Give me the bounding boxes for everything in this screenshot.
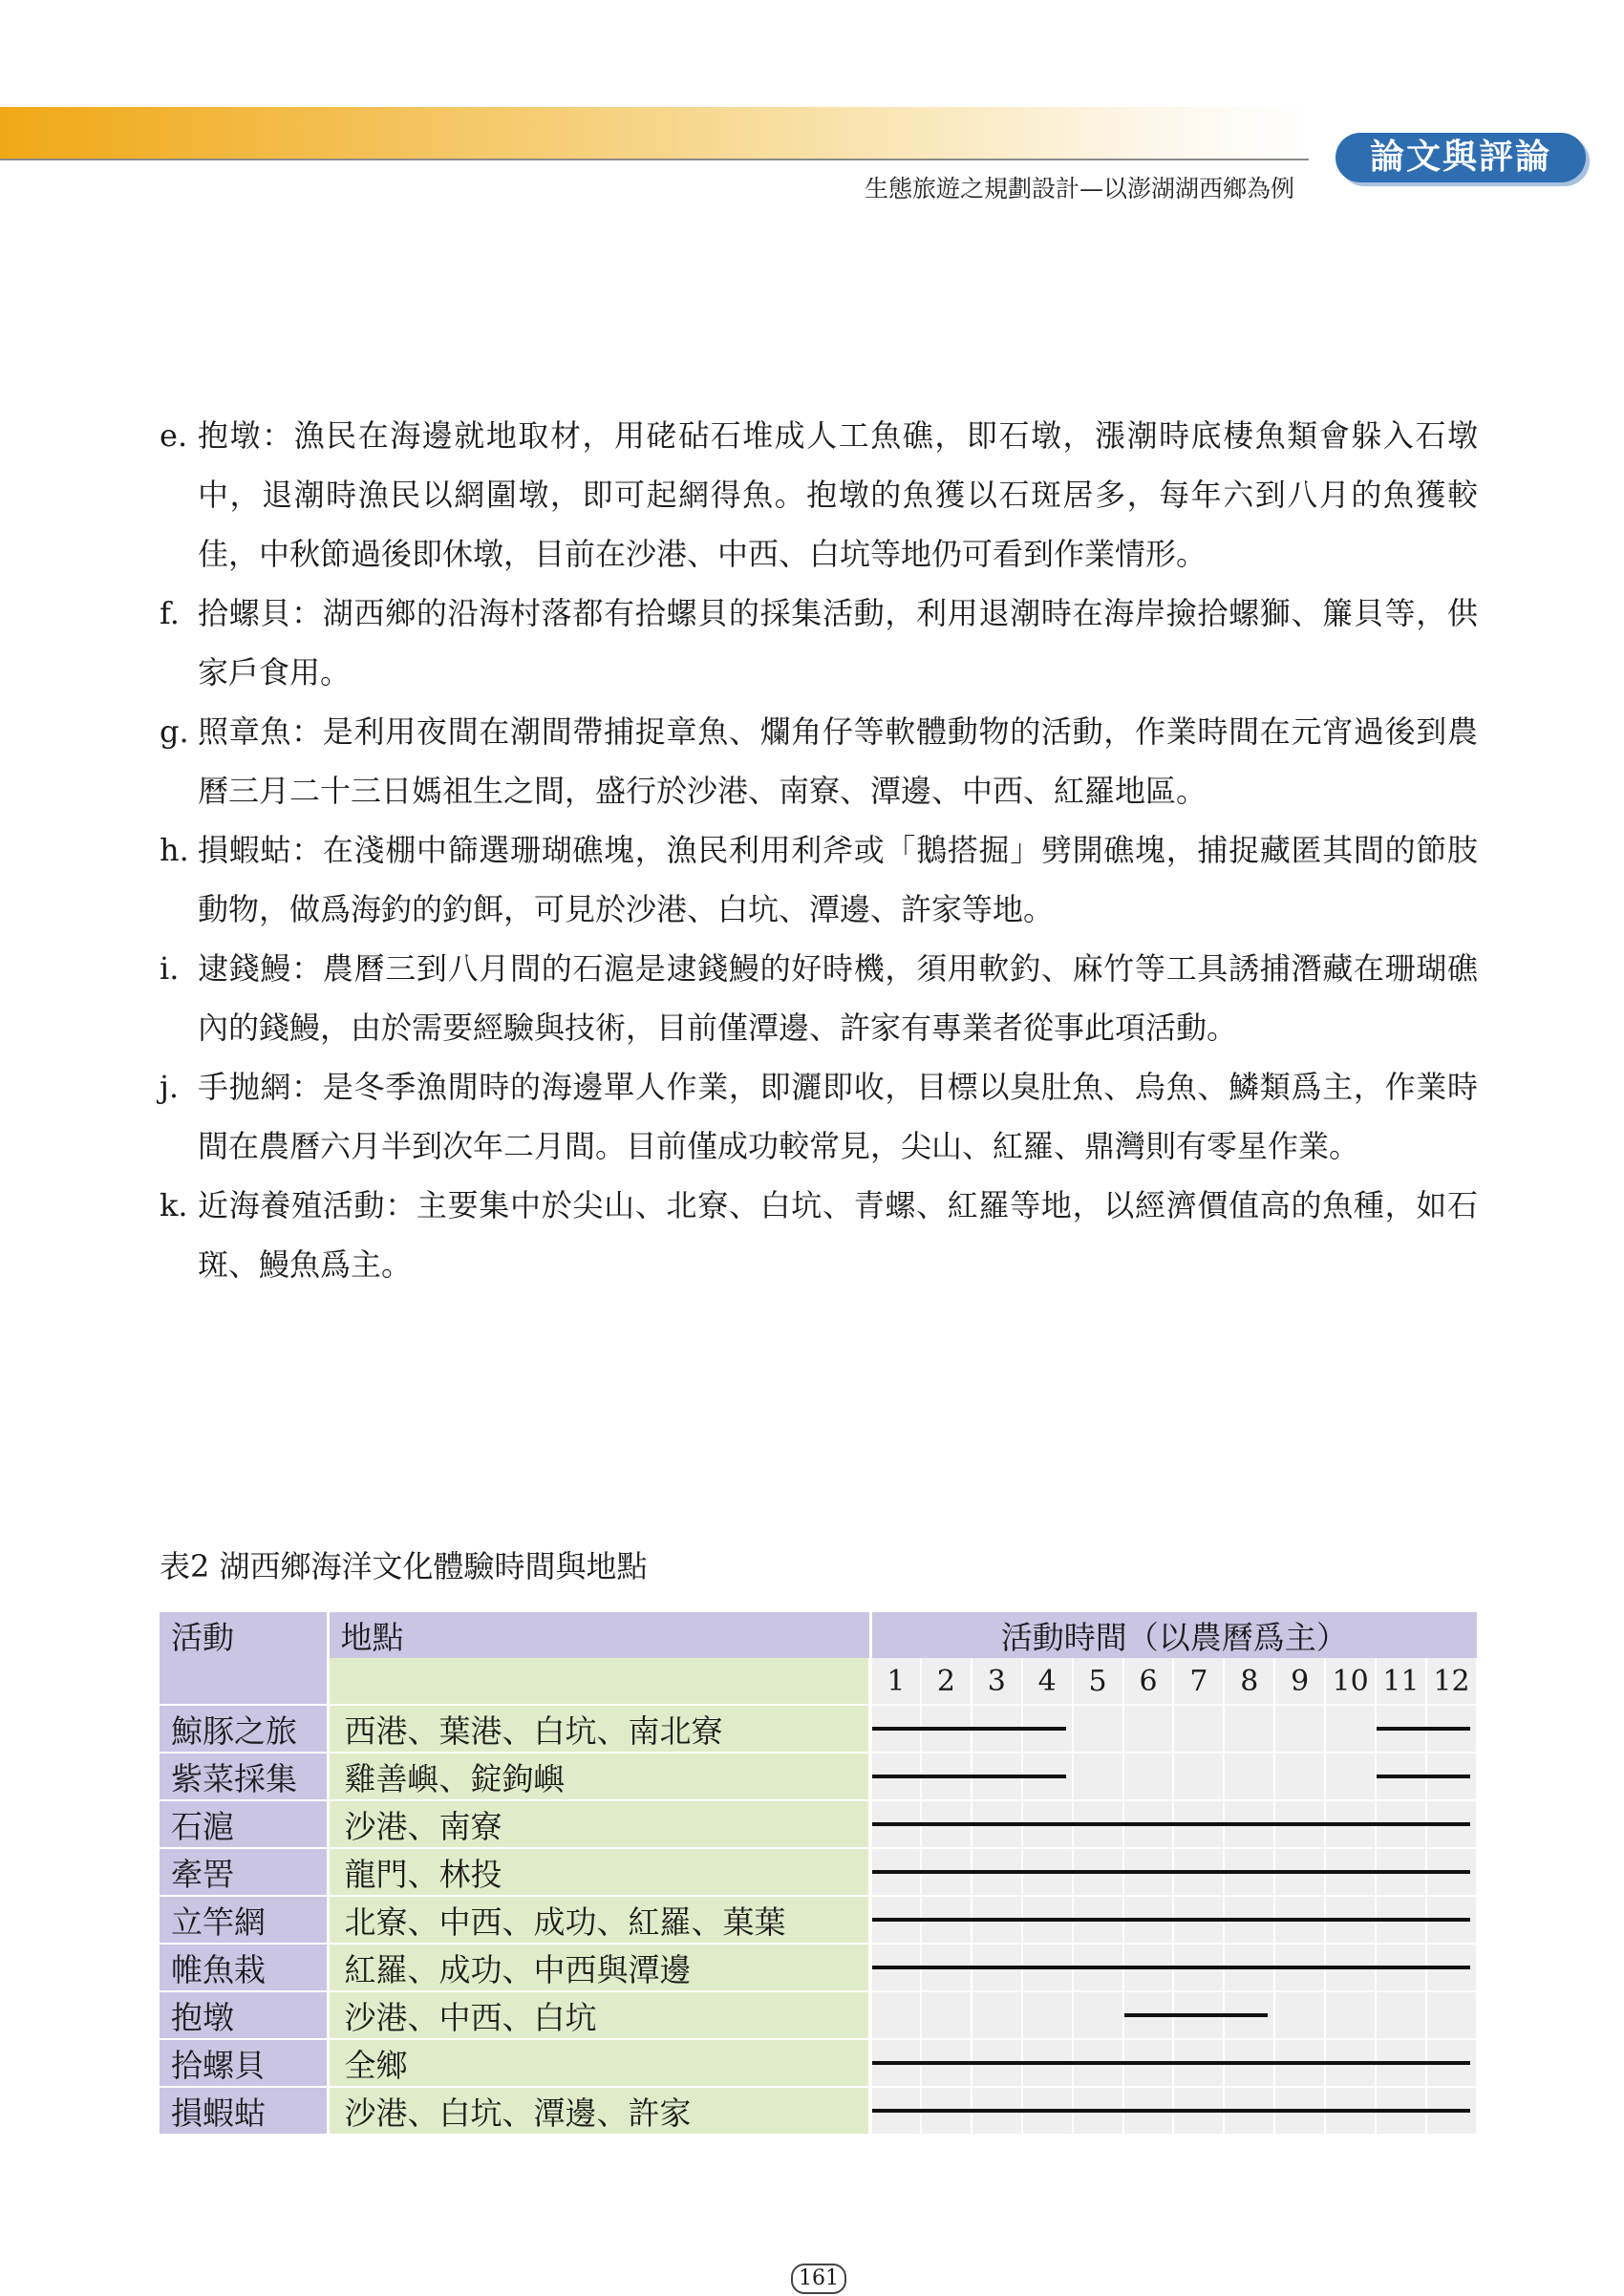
month-cell (1022, 1705, 1073, 1753)
period-bar (1223, 1822, 1275, 1826)
period-bar (1223, 1966, 1275, 1969)
period-bar (1223, 2013, 1268, 2017)
month-cell (1426, 2087, 1477, 2135)
running-title: 生態旅遊之規劃設計—以澎湖湖西鄉為例 (864, 175, 1294, 202)
period-bar (1072, 2061, 1124, 2065)
month-cell (1325, 2039, 1376, 2087)
month-cell (870, 1896, 921, 1944)
period-bar (1377, 1727, 1427, 1731)
month-cell (870, 1848, 921, 1896)
item-label: g. (160, 713, 189, 750)
table-row (160, 1705, 1477, 1753)
month-cell (1274, 1944, 1325, 1991)
item-label: h. (160, 832, 189, 868)
month-cell (1274, 2039, 1325, 2087)
table-row (160, 1753, 1477, 1800)
month-label: 2 (921, 1658, 972, 1705)
period-bar (1273, 2109, 1326, 2113)
period-bar (1425, 2061, 1470, 2065)
month-cell (1274, 1896, 1325, 1944)
month-cell (1022, 1800, 1073, 1848)
period-bar (1324, 2109, 1377, 2113)
month-cell (1224, 2039, 1274, 2087)
month-cell (921, 1848, 972, 1896)
period-bar (1273, 1822, 1326, 1826)
item-text: 手抛網：是冬季漁閒時的海邊單人作業，即灑即收，目標以臭肚魚、烏魚、鱗類爲主，作業時間在農曆六月半到次年二月間。目前僅成功較常見，尖山、紅羅、鼎灣則有零星作業。 (198, 1069, 1478, 1164)
period-bar (1021, 1727, 1066, 1731)
period-bar (1324, 1966, 1377, 1969)
location-cell: 龍門、林投 (328, 1848, 870, 1896)
item-label: f. (160, 595, 180, 631)
month-cell (870, 2039, 921, 2087)
month-label: 8 (1224, 1658, 1274, 1705)
month-cell (1173, 1753, 1224, 1800)
period-bar (971, 1727, 1023, 1731)
month-cell (921, 1705, 972, 1753)
period-bar (1425, 1918, 1470, 1922)
period-bar (1122, 1918, 1175, 1922)
month-label: 9 (1274, 1658, 1325, 1705)
period-bar (971, 1870, 1023, 1874)
month-cell (972, 1800, 1022, 1848)
period-bar (1324, 1870, 1377, 1874)
month-cell (1426, 1800, 1477, 1848)
item-text: 近海養殖活動：主要集中於尖山、北寮、白坑、青螺、紅羅等地，以經濟價值高的魚種，如石斑、鰻魚爲主。 (198, 1187, 1478, 1283)
table-row (160, 2039, 1477, 2087)
period-bar (920, 1966, 972, 1969)
period-bar (1021, 1870, 1074, 1874)
month-label: 6 (1123, 1658, 1174, 1705)
month-cell (1325, 2087, 1376, 2135)
item-label: i. (160, 950, 180, 987)
period-bar (1172, 1966, 1225, 1969)
activity-cell: 損蝦蛄 (160, 2087, 328, 2135)
month-cell (1073, 1848, 1123, 1896)
period-bar (1375, 2061, 1427, 2065)
period-bar (1375, 2109, 1427, 2113)
period-bar (1021, 1822, 1074, 1826)
month-cell (1325, 1800, 1376, 1848)
month-cell (921, 1753, 972, 1800)
month-cell (1274, 1800, 1325, 1848)
item-text: 拾螺貝：湖西鄉的沿海村落都有拾螺貝的採集活動，利用退潮時在海岸撿拾螺獅、簾貝等，供家戶食用。 (198, 595, 1478, 691)
period-bar (1223, 2061, 1275, 2065)
month-cell (1376, 1896, 1426, 1944)
month-cell (921, 1944, 972, 1991)
activity-cell: 石滬 (160, 1800, 328, 1848)
month-cell (1073, 1944, 1123, 1991)
period-bar (1122, 1822, 1175, 1826)
period-bar (872, 2061, 922, 2065)
period-bar (1021, 1966, 1074, 1969)
item-label: e. (160, 417, 188, 454)
period-bar (872, 1775, 922, 1778)
month-cell (1022, 2087, 1073, 2135)
section-badge: 論文與評論 (1336, 133, 1586, 182)
item-text: 逮錢鰻：農曆三到八月間的石滬是逮錢鰻的好時機，須用軟釣、麻竹等工具誘捕潛藏在珊瑚礁內的錢鰻，由於需要經驗與技術，目前僅潭邊、許家有專業者從事此項活動。 (198, 950, 1478, 1046)
period-bar (1425, 1870, 1470, 1874)
period-bar (1377, 1775, 1427, 1778)
month-cell (1224, 1896, 1274, 1944)
period-bar (1124, 2013, 1175, 2017)
period-bar (971, 1918, 1023, 1922)
month-cell (1123, 1705, 1174, 1753)
month-cell (1173, 1896, 1224, 1944)
item-paragraph (160, 939, 1478, 1057)
activity-cell: 紫菜採集 (160, 1753, 328, 1800)
item-paragraph (160, 1057, 1478, 1176)
period-bar (1223, 2109, 1275, 2113)
month-cell (1426, 1705, 1477, 1753)
location-cell: 沙港、南寮 (328, 1800, 870, 1848)
item-paragraph (160, 584, 1478, 702)
month-cell (1123, 1848, 1174, 1896)
table-row (160, 1800, 1477, 1848)
month-cell (1173, 1848, 1224, 1896)
month-cell (1274, 2087, 1325, 2135)
month-cell (870, 1753, 921, 1800)
month-cell (1224, 1944, 1274, 1991)
activity-cell: 帷魚栽 (160, 1944, 328, 1991)
period-bar (1273, 1966, 1326, 1969)
month-cell (1123, 1800, 1174, 1848)
month-cell (1376, 1705, 1426, 1753)
month-cell (972, 1705, 1022, 1753)
month-label: 10 (1325, 1658, 1376, 1705)
month-cell (1123, 2039, 1174, 2087)
month-cell (972, 1991, 1022, 2039)
period-bar (920, 1822, 972, 1826)
month-label: 4 (1022, 1658, 1073, 1705)
month-cell (1022, 1944, 1073, 1991)
period-bar (1072, 1870, 1124, 1874)
activity-cell: 抱墩 (160, 1991, 328, 2039)
month-cell (1426, 1944, 1477, 1991)
activity-cell: 拾螺貝 (160, 2039, 328, 2087)
month-cell (1073, 1991, 1123, 2039)
month-cell (1325, 1896, 1376, 1944)
month-cell (921, 1896, 972, 1944)
month-cell (1173, 1705, 1224, 1753)
period-bar (1324, 1822, 1377, 1826)
period-bar (971, 1775, 1023, 1778)
activity-cell: 牽罟 (160, 1848, 328, 1896)
table-row (160, 1991, 1477, 2039)
period-bar (1072, 1966, 1124, 1969)
period-bar (1122, 2109, 1175, 2113)
period-bar (1273, 1870, 1326, 1874)
month-cell (1224, 1848, 1274, 1896)
month-label: 5 (1073, 1658, 1123, 1705)
period-bar (1072, 2109, 1124, 2113)
period-bar (1324, 1918, 1377, 1922)
table-caption: 表2 湖西鄉海洋文化體驗時間與地點 (160, 1548, 648, 1584)
period-bar (1172, 2013, 1225, 2017)
month-cell (1173, 1800, 1224, 1848)
month-cell (1426, 1991, 1477, 2039)
month-cell (1376, 1753, 1426, 1800)
month-cell (1224, 1705, 1274, 1753)
period-bar (1172, 2061, 1225, 2065)
month-cell (1274, 1848, 1325, 1896)
month-cell (1224, 1991, 1274, 2039)
month-cell (972, 1896, 1022, 1944)
period-bar (1122, 1870, 1175, 1874)
month-cell (1022, 1896, 1073, 1944)
period-bar (1122, 1966, 1175, 1969)
header-activity-time: 活動時間（以農曆爲主） (870, 1612, 1477, 1658)
month-cell (1325, 1944, 1376, 1991)
month-cell (1376, 1848, 1426, 1896)
header-blank-activity (160, 1658, 328, 1705)
header-location: 地點 (328, 1612, 870, 1658)
header-activity: 活動 (160, 1612, 328, 1658)
month-cell (1376, 2087, 1426, 2135)
month-label: 12 (1426, 1658, 1477, 1705)
month-cell (1123, 2087, 1174, 2135)
period-bar (1425, 1727, 1470, 1731)
period-bar (872, 1918, 922, 1922)
month-cell (921, 1800, 972, 1848)
period-bar (1172, 1822, 1225, 1826)
item-label: k. (160, 1187, 188, 1223)
month-cell (921, 2039, 972, 2087)
schedule-table (160, 1612, 1478, 2136)
period-bar (1425, 1966, 1470, 1969)
item-paragraph (160, 406, 1478, 584)
period-bar (971, 1822, 1023, 1826)
month-cell (1073, 1896, 1123, 1944)
location-cell: 全鄉 (328, 2039, 870, 2087)
period-bar (1122, 2061, 1175, 2065)
month-cell (1426, 2039, 1477, 2087)
period-bar (1375, 1966, 1427, 1969)
month-cell (1274, 1753, 1325, 1800)
month-cell (1123, 1753, 1174, 1800)
month-cell (1426, 1896, 1477, 1944)
location-cell: 紅羅、成功、中西與潭邊 (328, 1944, 870, 1991)
period-bar (1021, 1775, 1066, 1778)
period-bar (1425, 1775, 1470, 1778)
header-color-band (0, 107, 1309, 159)
period-bar (872, 1870, 922, 1874)
item-label: j. (160, 1069, 180, 1105)
month-cell (1376, 1800, 1426, 1848)
month-cell (870, 1800, 921, 1848)
month-cell (1173, 2087, 1224, 2135)
month-label: 7 (1173, 1658, 1224, 1705)
month-cell (1376, 1991, 1426, 2039)
item-list (160, 406, 1478, 1294)
month-cell (972, 2087, 1022, 2135)
location-cell: 西港、葉港、白坑、南北寮 (328, 1705, 870, 1753)
month-cell (1426, 1848, 1477, 1896)
table-row (160, 1896, 1477, 1944)
month-cell (1325, 1705, 1376, 1753)
month-cell (1173, 1944, 1224, 1991)
period-bar (1324, 2061, 1377, 2065)
month-cell (1376, 1944, 1426, 1991)
period-bar (1375, 1870, 1427, 1874)
period-bar (1273, 2061, 1326, 2065)
period-bar (1021, 2109, 1074, 2113)
month-cell (1073, 1800, 1123, 1848)
page-number: 161 (791, 2264, 846, 2294)
month-cell (921, 1991, 972, 2039)
month-cell (1376, 2039, 1426, 2087)
month-cell (1022, 1753, 1073, 1800)
period-bar (920, 1727, 972, 1731)
period-bar (1273, 1918, 1326, 1922)
month-cell (972, 1753, 1022, 1800)
month-cell (1224, 1800, 1274, 1848)
location-cell: 沙港、白坑、潭邊、許家 (328, 2087, 870, 2135)
month-cell (1224, 1753, 1274, 1800)
month-cell (870, 1991, 921, 2039)
period-bar (1072, 1918, 1124, 1922)
period-bar (1172, 1918, 1225, 1922)
item-text: 損蝦蛄：在淺棚中篩選珊瑚礁塊，漁民利用利斧或「鵝搭掘」劈開礁塊，捕捉藏匿其間的節肢動物，做爲海釣的釣餌，可見於沙港、白坑、潭邊、許家等地。 (198, 832, 1478, 927)
item-paragraph (160, 1176, 1478, 1294)
item-text: 照章魚：是利用夜間在潮間帶捕捉章魚、爛角仔等軟體動物的活動，作業時間在元宵過後到農曆三月二十三日媽祖生之間，盛行於沙港、南寮、潭邊、中西、紅羅地區。 (198, 713, 1478, 809)
period-bar (920, 1918, 972, 1922)
period-bar (920, 2109, 972, 2113)
period-bar (872, 1822, 922, 1826)
period-bar (1425, 1822, 1470, 1826)
period-bar (1072, 1822, 1124, 1826)
location-cell: 北寮、中西、成功、紅羅、菓葉 (328, 1896, 870, 1944)
item-paragraph (160, 820, 1478, 939)
month-cell (972, 1848, 1022, 1896)
month-cell (870, 1944, 921, 1991)
period-bar (1172, 2109, 1225, 2113)
month-cell (972, 1944, 1022, 1991)
month-cell (1325, 1848, 1376, 1896)
month-cell (1123, 1944, 1174, 1991)
month-label: 1 (870, 1658, 921, 1705)
month-cell (1073, 1705, 1123, 1753)
month-cell (972, 2039, 1022, 2087)
month-cell (1224, 2087, 1274, 2135)
header-rule (0, 159, 1309, 160)
period-bar (872, 1727, 922, 1731)
month-cell (1274, 1705, 1325, 1753)
activity-cell: 鯨豚之旅 (160, 1705, 328, 1753)
period-bar (920, 1870, 972, 1874)
header-blank-location (328, 1658, 870, 1705)
location-cell: 雞善嶼、錠鉤嶼 (328, 1753, 870, 1800)
period-bar (872, 1966, 922, 1969)
month-cell (1022, 2039, 1073, 2087)
month-cell (921, 2087, 972, 2135)
location-cell: 沙港、中西、白坑 (328, 1991, 870, 2039)
month-cell (1274, 1991, 1325, 2039)
month-cell (1022, 1991, 1073, 2039)
item-paragraph (160, 702, 1478, 820)
month-cell (1426, 1753, 1477, 1800)
period-bar (1425, 2109, 1470, 2113)
table-row (160, 1848, 1477, 1896)
period-bar (971, 1966, 1023, 1969)
month-cell (1073, 2039, 1123, 2087)
month-cell (1022, 1848, 1073, 1896)
activity-cell: 立竿網 (160, 1896, 328, 1944)
month-cell (1325, 1991, 1376, 2039)
period-bar (1223, 1870, 1275, 1874)
month-cell (1073, 2087, 1123, 2135)
period-bar (1375, 1822, 1427, 1826)
period-bar (920, 2061, 972, 2065)
period-bar (971, 2061, 1023, 2065)
period-bar (1375, 1918, 1427, 1922)
month-cell (1173, 1991, 1224, 2039)
period-bar (1021, 1918, 1074, 1922)
period-bar (872, 2109, 922, 2113)
month-cell (870, 2087, 921, 2135)
month-cell (1123, 1896, 1174, 1944)
month-cell (1325, 1753, 1376, 1800)
month-cell (1173, 2039, 1224, 2087)
period-bar (1172, 1870, 1225, 1874)
month-cell (1073, 1753, 1123, 1800)
month-cell (1123, 1991, 1174, 2039)
period-bar (971, 2109, 1023, 2113)
month-cell (870, 1705, 921, 1753)
month-label: 3 (972, 1658, 1022, 1705)
item-text: 抱墩：漁民在海邊就地取材，用硓砧石堆成人工魚礁，即石墩，漲潮時底棲魚類會躲入石墩中，退潮時漁民以網圍墩，即可起網得魚。抱墩的魚獲以石斑居多，每年六到八月的魚獲較佳，中秋節過後即休墩，目前在沙港、中西、白坑等地仍可看到作業情形。 (198, 417, 1478, 572)
table-row (160, 2087, 1477, 2135)
month-label: 11 (1376, 1658, 1426, 1705)
period-bar (920, 1775, 972, 1778)
table-row (160, 1944, 1477, 1991)
period-bar (1021, 2061, 1074, 2065)
period-bar (1223, 1918, 1275, 1922)
